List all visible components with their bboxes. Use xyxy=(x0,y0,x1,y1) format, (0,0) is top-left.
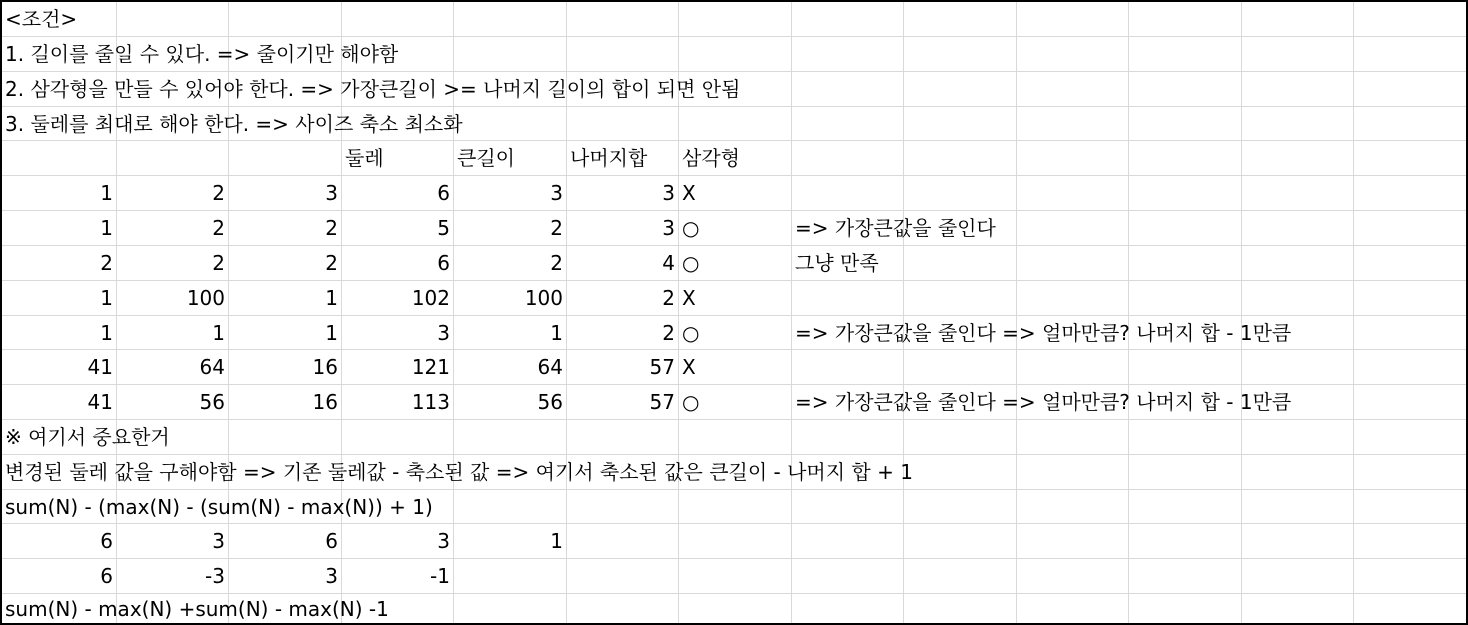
cell-r14-c13[interactable] xyxy=(1354,455,1468,490)
cell-r4-c8[interactable] xyxy=(792,107,904,141)
cell-r6-c10[interactable] xyxy=(1017,176,1129,211)
cell-r11-c13[interactable] xyxy=(1354,350,1468,385)
cell-r6-c2[interactable]: 2 xyxy=(117,176,229,211)
cell-r13-c10[interactable] xyxy=(1017,420,1129,455)
cell-r6-c11[interactable] xyxy=(1129,176,1242,211)
cell-r8-c5[interactable]: 2 xyxy=(454,246,567,281)
cell-r5-c2[interactable] xyxy=(117,141,229,176)
cell-r17-c13[interactable] xyxy=(1354,559,1468,594)
cell-r17-c3[interactable]: 3 xyxy=(229,559,342,594)
cell-r10-c4[interactable]: 3 xyxy=(342,316,454,350)
cell-r18-c11[interactable] xyxy=(1129,594,1242,625)
cell-r2-c9[interactable] xyxy=(904,37,1017,72)
cell-r5-c8[interactable] xyxy=(792,141,904,176)
cell-r2-c13[interactable] xyxy=(1354,37,1468,72)
cell-r8-c10[interactable] xyxy=(1017,246,1129,281)
cell-r1-c6[interactable] xyxy=(567,2,679,37)
cell-r17-c9[interactable] xyxy=(904,559,1017,594)
cell-r18-c1[interactable]: sum(N) - max(N) +sum(N) - max(N) -1 xyxy=(2,594,117,625)
cell-r7-c8[interactable]: => 가장큰값을 줄인다 xyxy=(792,211,904,246)
cell-r13-c7[interactable] xyxy=(679,420,792,455)
cell-r13-c3[interactable] xyxy=(229,420,342,455)
cell-r6-c6[interactable]: 3 xyxy=(567,176,679,211)
cell-r7-c10[interactable] xyxy=(1017,211,1129,246)
cell-r5-c7[interactable]: 삼각형 xyxy=(679,141,792,176)
cell-r4-c10[interactable] xyxy=(1017,107,1129,141)
cell-r5-c12[interactable] xyxy=(1242,141,1354,176)
cell-r2-c5[interactable] xyxy=(454,37,567,72)
cell-r15-c12[interactable] xyxy=(1242,490,1354,524)
cell-r1-c9[interactable] xyxy=(904,2,1017,37)
cell-r1-c5[interactable] xyxy=(454,2,567,37)
cell-r17-c1[interactable]: 6 xyxy=(2,559,117,594)
cell-r17-c5[interactable] xyxy=(454,559,567,594)
cell-r1-c12[interactable] xyxy=(1242,2,1354,37)
cell-r7-c5[interactable]: 2 xyxy=(454,211,567,246)
cell-r4-c9[interactable] xyxy=(904,107,1017,141)
cell-r10-c3[interactable]: 1 xyxy=(229,316,342,350)
cell-r6-c3[interactable]: 3 xyxy=(229,176,342,211)
cell-r1-c8[interactable] xyxy=(792,2,904,37)
cell-r9-c10[interactable] xyxy=(1017,281,1129,316)
cell-r5-c13[interactable] xyxy=(1354,141,1468,176)
cell-r5-c1[interactable] xyxy=(2,141,117,176)
cell-r18-c9[interactable] xyxy=(904,594,1017,625)
cell-r13-c13[interactable] xyxy=(1354,420,1468,455)
cell-r8-c13[interactable] xyxy=(1354,246,1468,281)
cell-r8-c2[interactable]: 2 xyxy=(117,246,229,281)
cell-r4-c6[interactable] xyxy=(567,107,679,141)
cell-r13-c4[interactable] xyxy=(342,420,454,455)
cell-r18-c5[interactable] xyxy=(454,594,567,625)
cell-r6-c13[interactable] xyxy=(1354,176,1468,211)
cell-r9-c7[interactable]: X xyxy=(679,281,792,316)
cell-r4-c7[interactable] xyxy=(679,107,792,141)
cell-r9-c6[interactable]: 2 xyxy=(567,281,679,316)
cell-r17-c6[interactable] xyxy=(567,559,679,594)
cell-r16-c1[interactable]: 6 xyxy=(2,524,117,559)
cell-r3-c10[interactable] xyxy=(1017,72,1129,107)
cell-r7-c6[interactable]: 3 xyxy=(567,211,679,246)
cell-r6-c5[interactable]: 3 xyxy=(454,176,567,211)
cell-r2-c8[interactable] xyxy=(792,37,904,72)
cell-r1-c13[interactable] xyxy=(1354,2,1468,37)
cell-r12-c3[interactable]: 16 xyxy=(229,385,342,420)
cell-r1-c7[interactable] xyxy=(679,2,792,37)
cell-r4-c13[interactable] xyxy=(1354,107,1468,141)
cell-r10-c8[interactable]: => 가장큰값을 줄인다 => 얼마만큼? 나머지 합 - 1만큼 xyxy=(792,316,904,350)
cell-r18-c12[interactable] xyxy=(1242,594,1354,625)
cell-r1-c4[interactable] xyxy=(342,2,454,37)
cell-r11-c1[interactable]: 41 xyxy=(2,350,117,385)
cell-r1-c10[interactable] xyxy=(1017,2,1129,37)
cell-r9-c9[interactable] xyxy=(904,281,1017,316)
cell-r15-c10[interactable] xyxy=(1017,490,1129,524)
cell-r4-c11[interactable] xyxy=(1129,107,1242,141)
cell-r13-c12[interactable] xyxy=(1242,420,1354,455)
cell-r14-c10[interactable] xyxy=(1017,455,1129,490)
cell-r5-c5[interactable]: 큰길이 xyxy=(454,141,567,176)
cell-r12-c5[interactable]: 56 xyxy=(454,385,567,420)
cell-r2-c6[interactable] xyxy=(567,37,679,72)
cell-r3-c8[interactable] xyxy=(792,72,904,107)
cell-r8-c11[interactable] xyxy=(1129,246,1242,281)
cell-r5-c4[interactable]: 둘레 xyxy=(342,141,454,176)
cell-r5-c11[interactable] xyxy=(1129,141,1242,176)
cell-r10-c2[interactable]: 1 xyxy=(117,316,229,350)
cell-r15-c11[interactable] xyxy=(1129,490,1242,524)
cell-r15-c7[interactable] xyxy=(679,490,792,524)
cell-r18-c6[interactable] xyxy=(567,594,679,625)
cell-r7-c13[interactable] xyxy=(1354,211,1468,246)
cell-r12-c6[interactable]: 57 xyxy=(567,385,679,420)
cell-r9-c5[interactable]: 100 xyxy=(454,281,567,316)
cell-r15-c5[interactable] xyxy=(454,490,567,524)
cell-r18-c13[interactable] xyxy=(1354,594,1468,625)
cell-r16-c4[interactable]: 3 xyxy=(342,524,454,559)
cell-r4-c12[interactable] xyxy=(1242,107,1354,141)
cell-r4-c1[interactable]: 3. 둘레를 최대로 해야 한다. => 사이즈 축소 최소화 xyxy=(2,107,117,141)
cell-r15-c13[interactable] xyxy=(1354,490,1468,524)
cell-r17-c12[interactable] xyxy=(1242,559,1354,594)
cell-r10-c6[interactable]: 2 xyxy=(567,316,679,350)
cell-r11-c3[interactable]: 16 xyxy=(229,350,342,385)
cell-r10-c1[interactable]: 1 xyxy=(2,316,117,350)
cell-r14-c11[interactable] xyxy=(1129,455,1242,490)
cell-r11-c10[interactable] xyxy=(1017,350,1129,385)
cell-r11-c9[interactable] xyxy=(904,350,1017,385)
cell-r7-c12[interactable] xyxy=(1242,211,1354,246)
cell-r13-c8[interactable] xyxy=(792,420,904,455)
cell-r7-c1[interactable]: 1 xyxy=(2,211,117,246)
cell-r14-c1[interactable]: 변경된 둘레 값을 구해야함 => 기존 둘레값 - 축소된 값 => 여기서 축소된 값은 큰길이 - 나머지 합 + 1 xyxy=(2,455,117,490)
cell-r7-c7[interactable]: ○ xyxy=(679,211,792,246)
cell-r8-c7[interactable]: ○ xyxy=(679,246,792,281)
cell-r2-c12[interactable] xyxy=(1242,37,1354,72)
cell-r9-c4[interactable]: 102 xyxy=(342,281,454,316)
cell-r13-c11[interactable] xyxy=(1129,420,1242,455)
cell-r3-c9[interactable] xyxy=(904,72,1017,107)
cell-r18-c8[interactable] xyxy=(792,594,904,625)
cell-r6-c8[interactable] xyxy=(792,176,904,211)
cell-r7-c4[interactable]: 5 xyxy=(342,211,454,246)
cell-r13-c6[interactable] xyxy=(567,420,679,455)
cell-r14-c12[interactable] xyxy=(1242,455,1354,490)
cell-r16-c2[interactable]: 3 xyxy=(117,524,229,559)
cell-r12-c7[interactable]: ○ xyxy=(679,385,792,420)
cell-r17-c11[interactable] xyxy=(1129,559,1242,594)
cell-r15-c9[interactable] xyxy=(904,490,1017,524)
cell-r4-c5[interactable] xyxy=(454,107,567,141)
cell-r17-c7[interactable] xyxy=(679,559,792,594)
cell-r11-c5[interactable]: 64 xyxy=(454,350,567,385)
cell-r11-c2[interactable]: 64 xyxy=(117,350,229,385)
cell-r11-c7[interactable]: X xyxy=(679,350,792,385)
cell-r16-c5[interactable]: 1 xyxy=(454,524,567,559)
cell-r9-c12[interactable] xyxy=(1242,281,1354,316)
cell-r16-c11[interactable] xyxy=(1129,524,1242,559)
cell-r9-c13[interactable] xyxy=(1354,281,1468,316)
cell-r1-c2[interactable] xyxy=(117,2,229,37)
cell-r6-c12[interactable] xyxy=(1242,176,1354,211)
cell-r3-c11[interactable] xyxy=(1129,72,1242,107)
cell-r16-c13[interactable] xyxy=(1354,524,1468,559)
cell-r9-c3[interactable]: 1 xyxy=(229,281,342,316)
cell-r9-c11[interactable] xyxy=(1129,281,1242,316)
cell-r15-c1[interactable]: sum(N) - (max(N) - (sum(N) - max(N)) + 1) xyxy=(2,490,117,524)
cell-r7-c2[interactable]: 2 xyxy=(117,211,229,246)
cell-r10-c7[interactable]: ○ xyxy=(679,316,792,350)
cell-r12-c4[interactable]: 113 xyxy=(342,385,454,420)
cell-r8-c3[interactable]: 2 xyxy=(229,246,342,281)
cell-r11-c11[interactable] xyxy=(1129,350,1242,385)
cell-r8-c6[interactable]: 4 xyxy=(567,246,679,281)
cell-r9-c2[interactable]: 100 xyxy=(117,281,229,316)
cell-r16-c9[interactable] xyxy=(904,524,1017,559)
cell-r17-c2[interactable]: -3 xyxy=(117,559,229,594)
cell-r2-c11[interactable] xyxy=(1129,37,1242,72)
cell-r6-c4[interactable]: 6 xyxy=(342,176,454,211)
cell-r16-c10[interactable] xyxy=(1017,524,1129,559)
cell-r16-c7[interactable] xyxy=(679,524,792,559)
cell-r8-c12[interactable] xyxy=(1242,246,1354,281)
cell-r14-c9[interactable] xyxy=(904,455,1017,490)
cell-r9-c1[interactable]: 1 xyxy=(2,281,117,316)
cell-r8-c9[interactable] xyxy=(904,246,1017,281)
cell-r9-c8[interactable] xyxy=(792,281,904,316)
cell-r7-c3[interactable]: 2 xyxy=(229,211,342,246)
cell-r10-c5[interactable]: 1 xyxy=(454,316,567,350)
cell-r10-c13[interactable] xyxy=(1354,316,1468,350)
cell-r16-c8[interactable] xyxy=(792,524,904,559)
cell-r12-c13[interactable] xyxy=(1354,385,1468,420)
cell-r17-c8[interactable] xyxy=(792,559,904,594)
cell-r3-c12[interactable] xyxy=(1242,72,1354,107)
cell-r16-c3[interactable]: 6 xyxy=(229,524,342,559)
cell-r12-c1[interactable]: 41 xyxy=(2,385,117,420)
cell-r17-c10[interactable] xyxy=(1017,559,1129,594)
cell-r5-c3[interactable] xyxy=(229,141,342,176)
cell-r13-c9[interactable] xyxy=(904,420,1017,455)
cell-r2-c10[interactable] xyxy=(1017,37,1129,72)
cell-r6-c1[interactable]: 1 xyxy=(2,176,117,211)
cell-r5-c10[interactable] xyxy=(1017,141,1129,176)
cell-r11-c4[interactable]: 121 xyxy=(342,350,454,385)
cell-r6-c7[interactable]: X xyxy=(679,176,792,211)
cell-r1-c11[interactable] xyxy=(1129,2,1242,37)
cell-r12-c2[interactable]: 56 xyxy=(117,385,229,420)
cell-r13-c1[interactable]: ※ 여기서 중요한거 xyxy=(2,420,117,455)
cell-r11-c8[interactable] xyxy=(792,350,904,385)
cell-r5-c9[interactable] xyxy=(904,141,1017,176)
cell-r15-c8[interactable] xyxy=(792,490,904,524)
cell-r5-c6[interactable]: 나머지합 xyxy=(567,141,679,176)
cell-r8-c1[interactable]: 2 xyxy=(2,246,117,281)
cell-r16-c12[interactable] xyxy=(1242,524,1354,559)
cell-r17-c4[interactable]: -1 xyxy=(342,559,454,594)
cell-r8-c8[interactable]: 그냥 만족 xyxy=(792,246,904,281)
cell-r8-c4[interactable]: 6 xyxy=(342,246,454,281)
cell-r7-c11[interactable] xyxy=(1129,211,1242,246)
cell-r2-c1[interactable]: 1. 길이를 줄일 수 있다. => 줄이기만 해야함 xyxy=(2,37,117,72)
cell-r6-c9[interactable] xyxy=(904,176,1017,211)
cell-r18-c10[interactable] xyxy=(1017,594,1129,625)
cell-r16-c6[interactable] xyxy=(567,524,679,559)
cell-r15-c6[interactable] xyxy=(567,490,679,524)
cell-r11-c6[interactable]: 57 xyxy=(567,350,679,385)
cell-r13-c5[interactable] xyxy=(454,420,567,455)
cell-r2-c7[interactable] xyxy=(679,37,792,72)
cell-r1-c1[interactable]: <조건> xyxy=(2,2,117,37)
cell-r18-c7[interactable] xyxy=(679,594,792,625)
cell-r11-c12[interactable] xyxy=(1242,350,1354,385)
cell-r3-c1[interactable]: 2. 삼각형을 만들 수 있어야 한다. => 가장큰길이 >= 나머지 길이의 합이 되면 안됨 xyxy=(2,72,117,107)
cell-r1-c3[interactable] xyxy=(229,2,342,37)
cell-r3-c13[interactable] xyxy=(1354,72,1468,107)
cell-r12-c8[interactable]: => 가장큰값을 줄인다 => 얼마만큼? 나머지 합 - 1만큼 xyxy=(792,385,904,420)
